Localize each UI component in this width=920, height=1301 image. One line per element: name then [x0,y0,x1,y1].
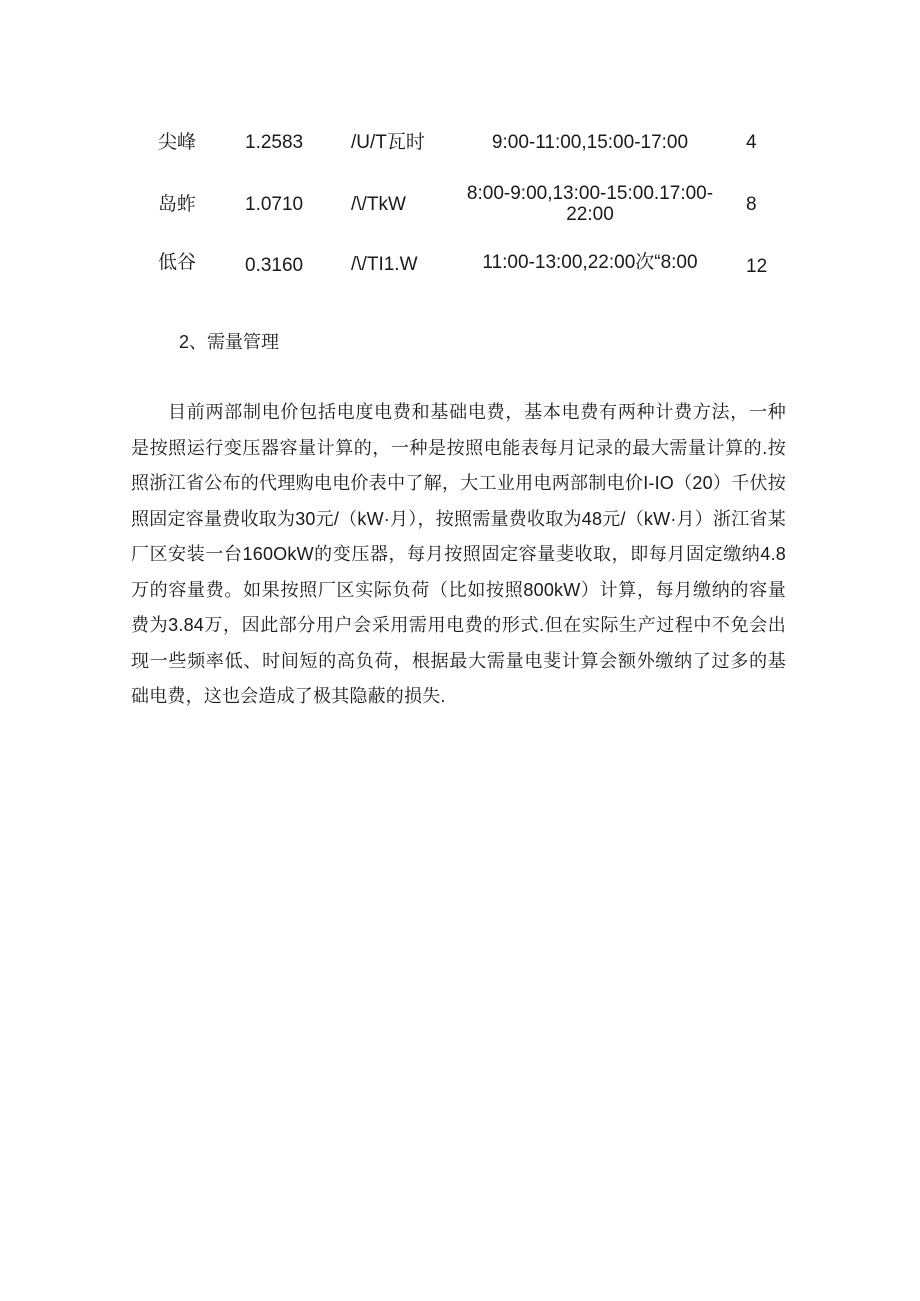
unit-cell: /U/T瓦时 [351,132,425,153]
period-cell: 尖峰 [158,132,197,153]
count-cell: 4 [746,132,757,153]
unit-cell: /\/TI1.W [351,254,418,275]
period-cell: 低谷 [158,252,197,273]
unit-cell: /\/TkW [351,194,406,215]
hours-cell: 8:00-9:00,13:00-15:00.17:00-22:00 [466,183,714,225]
section-heading: 2、需量管理 [179,332,280,352]
period-cell: 岛蚱 [158,194,197,215]
hours-cell: 11:00-13:00,22:00次“8:00 [482,252,698,273]
price-cell: 1.2583 [245,132,304,153]
price-cell: 1.0710 [245,194,304,215]
hours-cell: 9:00-11:00,15:00-17:00 [491,132,689,153]
body-paragraph: 目前两部制电价包括电度电费和基础电费，基本电费有两种计费方法，一种是按照运行变压器容量计算的，一种是按照电能表每月记录的最大需量计算的.按照浙江省公布的代理购电电价表中了解，大工业用电两部制电价I-IO（20）千伏按照固定容量费收取为30元/（kW·月），按照需量费收取为48元/（kW·月）浙江省某厂区安装一台160OkW的变压器，每月按照固定容量斐收取，即每月固定缴纳4.8万的容量费。如果按照厂区实际负荷（比如按照800kW）计算，每月缴纳的容量费为3.84万，因此部分用户会采用需用电费的形式.但在实际生产过程中不免会出现一些频率低、时间短的高负荷，根据最大需量电斐计算会额外缴纳了过多的基础电费，这也会造成了极其隐蔽的损失. [131,402,786,706]
count-cell: 8 [746,194,757,215]
price-cell: 0.3160 [245,255,304,276]
count-cell: 12 [746,256,768,277]
